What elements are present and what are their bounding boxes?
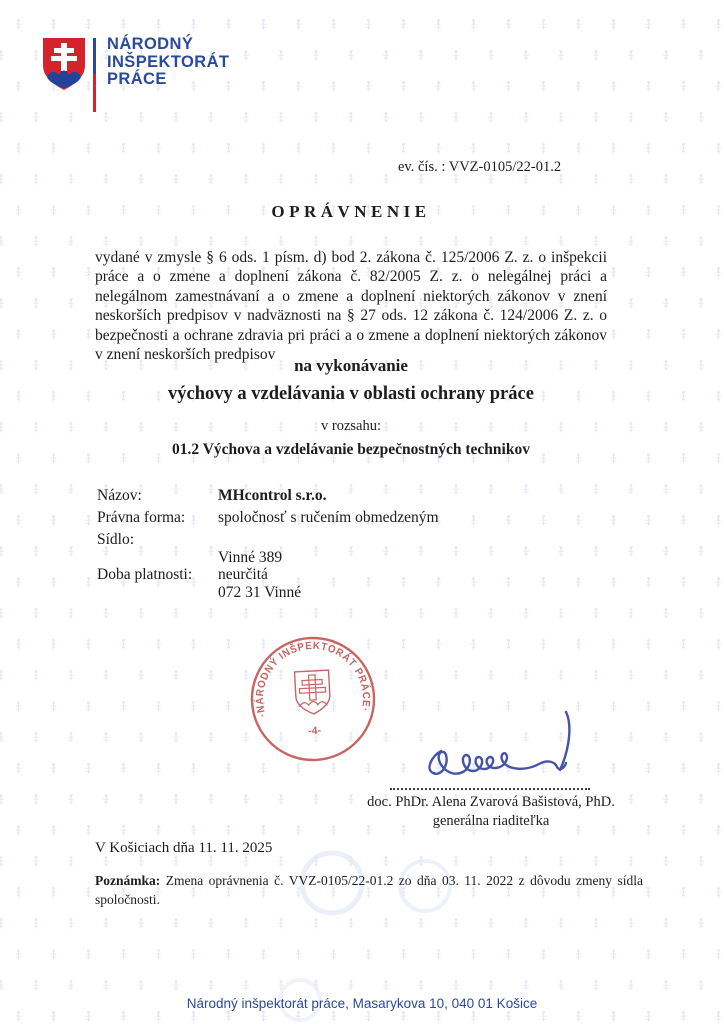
official-stamp <box>245 631 382 768</box>
note-text: Zmena oprávnenia č. VVZ-0105/22-01.2 zo dňa 03. 11. 2022 z dôvodu zmeny sídla spoločnosti. <box>95 873 643 907</box>
org-name <box>107 36 229 89</box>
field-value: neurčitá <box>218 566 268 583</box>
footer-address: Národný inšpektorát práce, Masarykova 10, 040 01 Košice <box>186 996 538 1011</box>
org-name-line: PRÁCE <box>107 70 167 88</box>
slovak-coat-of-arms-icon <box>41 36 87 92</box>
field-label: Sídlo: <box>97 531 135 548</box>
signature-dotted-line <box>390 770 590 790</box>
org-name-line: INŠPEKTORÁT <box>107 52 230 71</box>
field-label: Doba platnosti: <box>97 566 193 583</box>
place-date: V Košiciach dňa 11. 11. 2025 <box>95 840 273 856</box>
stamp-coat-of-arms <box>295 670 331 715</box>
note <box>95 871 643 909</box>
field-value: MHcontrol s.r.o. <box>218 487 327 504</box>
note-label: Poznámka: <box>95 873 161 888</box>
signatory-role: generálna riaditeľka <box>432 813 550 829</box>
purpose-subheading: výchovy a vzdelávania v oblasti ochrany práce <box>168 384 534 404</box>
field-row-pravna-forma <box>97 509 439 527</box>
stamp-ring-text: ·NÁRODNÝ INŠPEKTORÁT PRÁCE· <box>253 639 373 719</box>
scope-label: v rozsahu: <box>321 418 381 434</box>
field-label: Právna forma: <box>97 509 186 526</box>
logo-divider <box>93 38 96 112</box>
stamp-number: -4- <box>307 724 322 738</box>
field-value: spoločnosť s ručením obmedzeným <box>218 509 439 526</box>
address-line-2: 072 31 Vinné <box>218 583 302 601</box>
purpose-heading: na vykonávanie <box>294 356 408 375</box>
address-line-1: Vinné 389 <box>218 548 283 566</box>
signatory-name: doc. PhDr. Alena Zvarová Bašistová, PhD. <box>367 794 615 810</box>
ev-number: ev. čís. : VVZ-0105/22-01.2 <box>398 159 562 175</box>
svg-text:·NÁRODNÝ INŠPEKTORÁT PRÁCE· <box>250 637 374 719</box>
field-row-doba-platnosti <box>97 566 268 584</box>
field-label: Názov: <box>97 487 142 504</box>
document-title: OPRÁVNENIE <box>271 202 431 221</box>
field-row-nazov <box>97 487 327 505</box>
signatory-block <box>360 793 622 831</box>
scope-value: 01.2 Výchova a vzdelávanie bezpečnostných technikov <box>172 441 530 458</box>
legal-basis-paragraph: vydané v zmysle § 6 ods. 1 písm. d) bod 2. zákona č. 125/2006 Z. z. o inšpekcii práce a o zmene a doplnení zákona č. 82/2005 Z. z. o nelegálnej práci a nelegálnom zamestnávaní a o zmene a doplnení niektorých zákonov v znení neskorších predpisov v nadväznosti na § 27 ods. 12 zákona č. 124/2006 Z. z. o bezpečnosti a ochrane zdravia pri práci a o zmene a doplnení niektorých zákonov v znení neskorších predpisov <box>95 249 607 364</box>
org-name-line: NÁRODNÝ <box>107 35 194 53</box>
